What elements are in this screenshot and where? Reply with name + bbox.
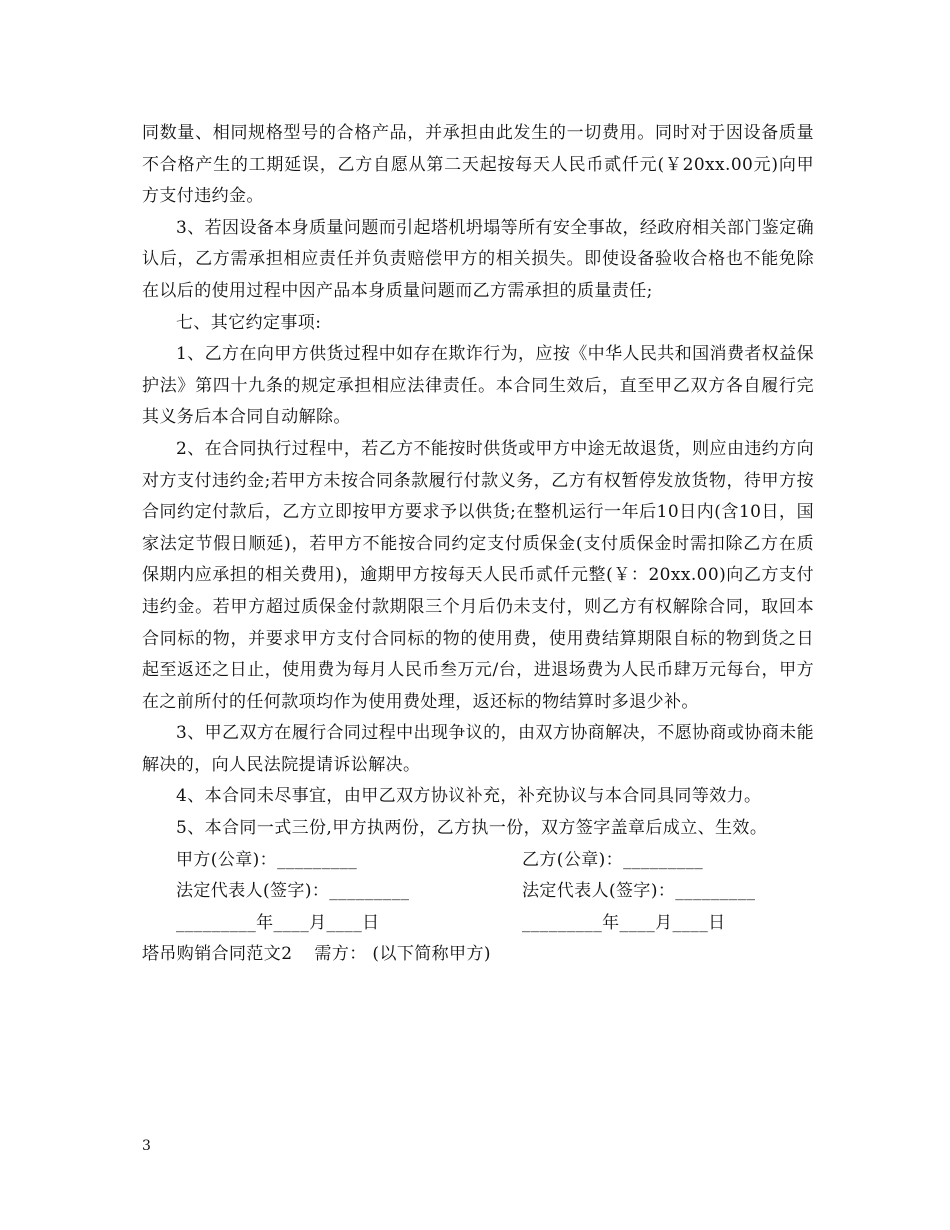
next-contract-title: 塔吊购销合同范文2: [142, 944, 293, 965]
buyer-label: 需方： (以下简称甲方): [314, 944, 491, 965]
paragraph-liability-continued: 同数量、相同规格型号的合格产品，并承担由此发生的一切费用。同时对于因设备质量不合格产生的工期延误，乙方自愿从第二天起按每天人民币贰仟元(￥20xx.00元)向甲方支付违约金。: [142, 123, 814, 207]
paragraph-clause-5-copies: 5、本合同一式三份,甲方执两份，乙方执一份，双方签字盖章后成立、生效。: [176, 818, 768, 839]
party-b-seal-field: 乙方(公章)：_________: [522, 849, 704, 870]
next-contract-heading: [142, 939, 814, 971]
paragraph-clause-3-collapse: 3、若因设备本身质量问题而引起塔机坍塌等所有安全事故，经政府相关部门鉴定确认后，乙方需承担相应责任并负责赔偿甲方的相关损失。即使设备验收合格也不能免除在以后的使用过程中因产品本身质量问题而乙方需承担的质量责任;: [142, 217, 814, 301]
party-a-representative-field: 法定代表人(签字)：_________: [176, 881, 410, 902]
paragraph-clause-2-breach: 2、在合同执行过程中，若乙方不能按时供货或甲方中途无故退货，则应由违约方向对方支付违约金;若甲方未按合同条款履行付款义务，乙方有权暂停发放货物，待甲方按合同约定付款后，乙方立即按甲方要求予以供货;在整机运行一年后10日内(含10日，国家法定节假日顺延)，若甲方不能按合同约定支付质保金(支付质保金时需扣除乙方在质保期内应承担的相关费用)，逾期甲方按每天人民币贰仟元整(￥：20xx.00)向乙方支付违约金。若甲方超过质保金付款期限三个月后仍未支付，则乙方有权解除合同，取回本合同标的物，并要求甲方支付合同标的物的使用费，使用费结算期限自标的物到货之日起至返还之日止，使用费为每月人民币叁万元/台，进退场费为人民币肆万元每台，甲方在之前所付的任何款项均作为使用费处理，返还标的物结算时多退少补。: [142, 438, 814, 712]
paragraph-clause-4-supplement: 4、本合同未尽事宜，由甲乙双方协议补充，补充协议与本合同具同等效力。: [176, 786, 762, 807]
paragraph-clause-1-fraud: 1、乙方在向甲方供货过程中如存在欺诈行为，应按《中华人民共和国消费者权益保护法》第四十九条的规定承担相应法律责任。本合同生效后，直至甲乙双方各自履行完其义务后本合同自动解除。: [142, 344, 814, 428]
party-b-representative-field: 法定代表人(签字)：_________: [522, 881, 756, 902]
signature-row-date: [142, 908, 814, 940]
contract-body: [142, 118, 814, 971]
party-a-date-field: _________年____月____日: [176, 912, 380, 933]
signature-row-representative: [142, 876, 814, 908]
section-heading-other-terms: 七、其它约定事项:: [176, 312, 322, 333]
paragraph-clause-3-dispute: 3、甲乙双方在履行合同过程中出现争议的，由双方协商解决，不愿协商或协商未能解决的，向人民法院提请诉讼解决。: [142, 723, 814, 775]
page-number: 3: [142, 1138, 151, 1154]
party-a-seal-field: 甲方(公章)：_________: [176, 849, 358, 870]
party-b-date-field: _________年____月____日: [522, 912, 726, 933]
signature-row-seal: [142, 845, 814, 877]
